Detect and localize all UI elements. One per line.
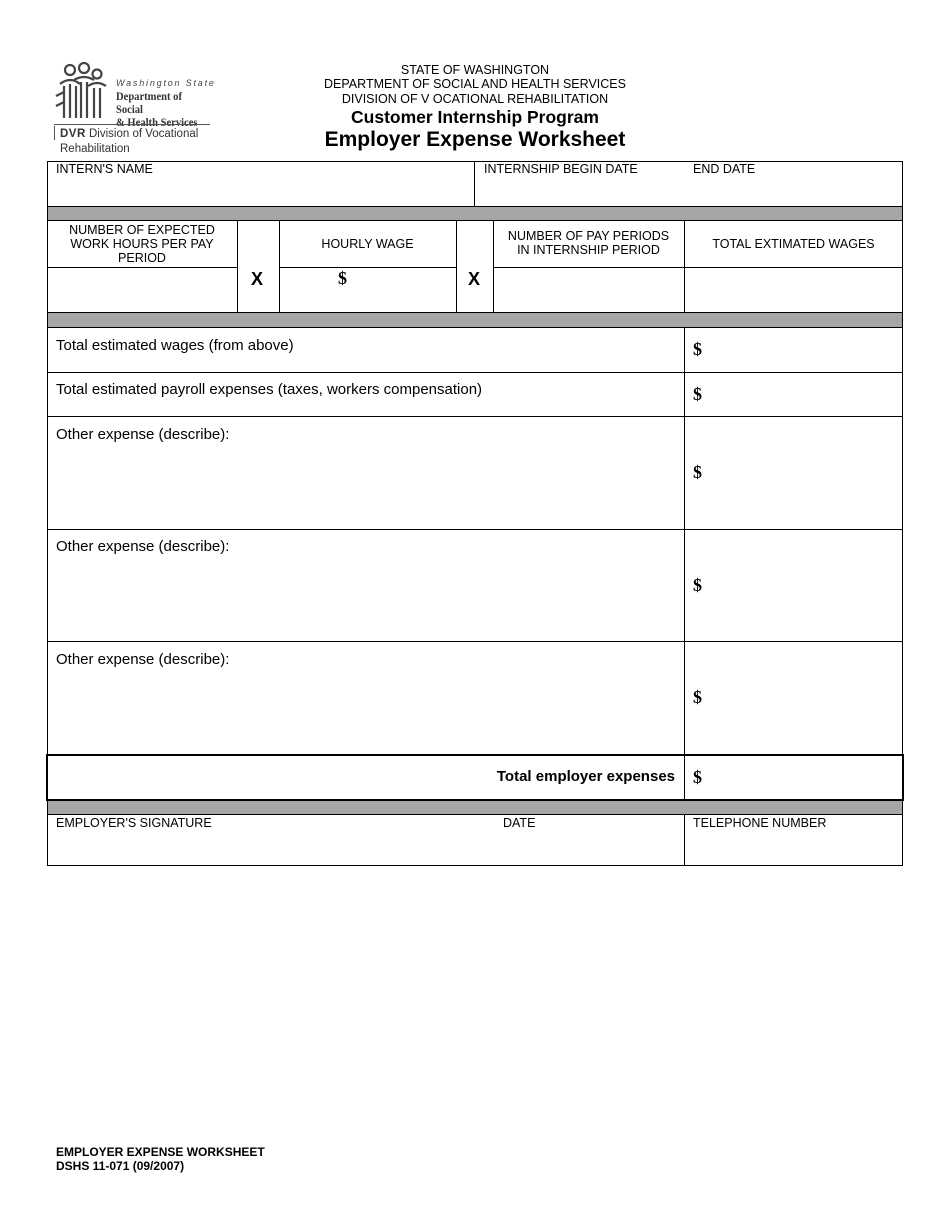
logo-dept-line2: & Health Services	[116, 115, 198, 129]
telephone-label: TELEPHONE NUMBER	[693, 816, 827, 830]
other-expense-dollar[interactable]: $	[693, 462, 702, 482]
end-date-label: END DATE	[693, 162, 756, 176]
pay-periods-input[interactable]	[494, 268, 684, 312]
signature-field[interactable]	[48, 832, 684, 865]
telephone-field[interactable]	[685, 832, 902, 865]
calc-divider	[456, 221, 457, 313]
logo-dvr-abbr: DVR	[60, 128, 86, 140]
total-expenses-label: Total employer expenses	[496, 768, 675, 785]
employer-signature-label: EMPLOYER'S SIGNATURE	[56, 816, 212, 830]
total-wages-input[interactable]	[685, 268, 902, 312]
footer-title: EMPLOYER EXPENSE WORKSHEET	[56, 1145, 265, 1159]
other-expense-label: Other expense (describe):	[56, 651, 230, 668]
total-estimated-wages-label: TOTAL EXTIMATED WAGES	[712, 237, 875, 251]
payroll-row-label: Total estimated payroll expenses (taxes, workers compensation)	[56, 381, 483, 398]
wage-dollar-sign: $	[338, 268, 347, 288]
page-title: Employer Expense Worksheet	[324, 128, 626, 151]
row-line	[47, 372, 903, 373]
signature-date-label: DATE	[503, 816, 536, 830]
header-state: STATE OF WASHINGTON	[400, 63, 550, 77]
other-expense-label: Other expense (describe):	[56, 426, 230, 443]
header-program: Customer Internship Program	[351, 107, 599, 127]
wages-row-label: Total estimated wages (from above)	[56, 337, 294, 354]
payroll-row-dollar[interactable]: $	[693, 384, 702, 404]
header-division: DIVISION OF V OCATIONAL REHABILITATION	[341, 92, 609, 106]
work-hours-input[interactable]	[48, 268, 237, 312]
other-expense-dollar[interactable]: $	[693, 687, 702, 707]
amount-column-divider	[684, 328, 685, 755]
logo-dvr-line1: Division of Vocational	[88, 128, 199, 140]
separator-bar	[47, 206, 903, 221]
total-expenses-dollar[interactable]: $	[693, 767, 702, 787]
pay-periods-label: NUMBER OF PAY PERIODS IN INTERNSHIP PERIOD	[507, 229, 670, 257]
multiply-sign: X	[251, 269, 264, 289]
logo-state-text: Washington State	[116, 78, 216, 88]
hourly-wage-input[interactable]	[280, 268, 456, 312]
begin-date-label: INTERNSHIP BEGIN DATE	[484, 162, 638, 176]
amount-column-divider	[684, 755, 685, 800]
footer-form-number: DSHS 11-071 (09/2007)	[56, 1159, 185, 1173]
work-hours-label: NUMBER OF EXPECTED WORK HOURS PER PAY PERIOD	[69, 223, 215, 265]
row-line	[47, 641, 903, 642]
hourly-wage-label: HOURLY WAGE	[321, 237, 414, 251]
logo-dept-line1: Department of Social	[116, 89, 182, 116]
separator-bar	[47, 800, 903, 815]
row-line	[47, 416, 903, 417]
row-line	[47, 529, 903, 530]
intern-name-label: INTERN'S NAME	[56, 162, 153, 176]
multiply-sign: X	[468, 269, 481, 289]
other-expense-dollar[interactable]: $	[693, 575, 702, 595]
calc-divider	[237, 221, 238, 313]
header-department: DEPARTMENT OF SOCIAL AND HEALTH SERVICES	[324, 77, 626, 91]
other-expense-label: Other expense (describe):	[56, 538, 230, 555]
wages-row-dollar[interactable]: $	[693, 339, 702, 359]
logo-rehab-text: Rehabilitation	[60, 143, 130, 155]
separator-bar	[47, 312, 903, 328]
